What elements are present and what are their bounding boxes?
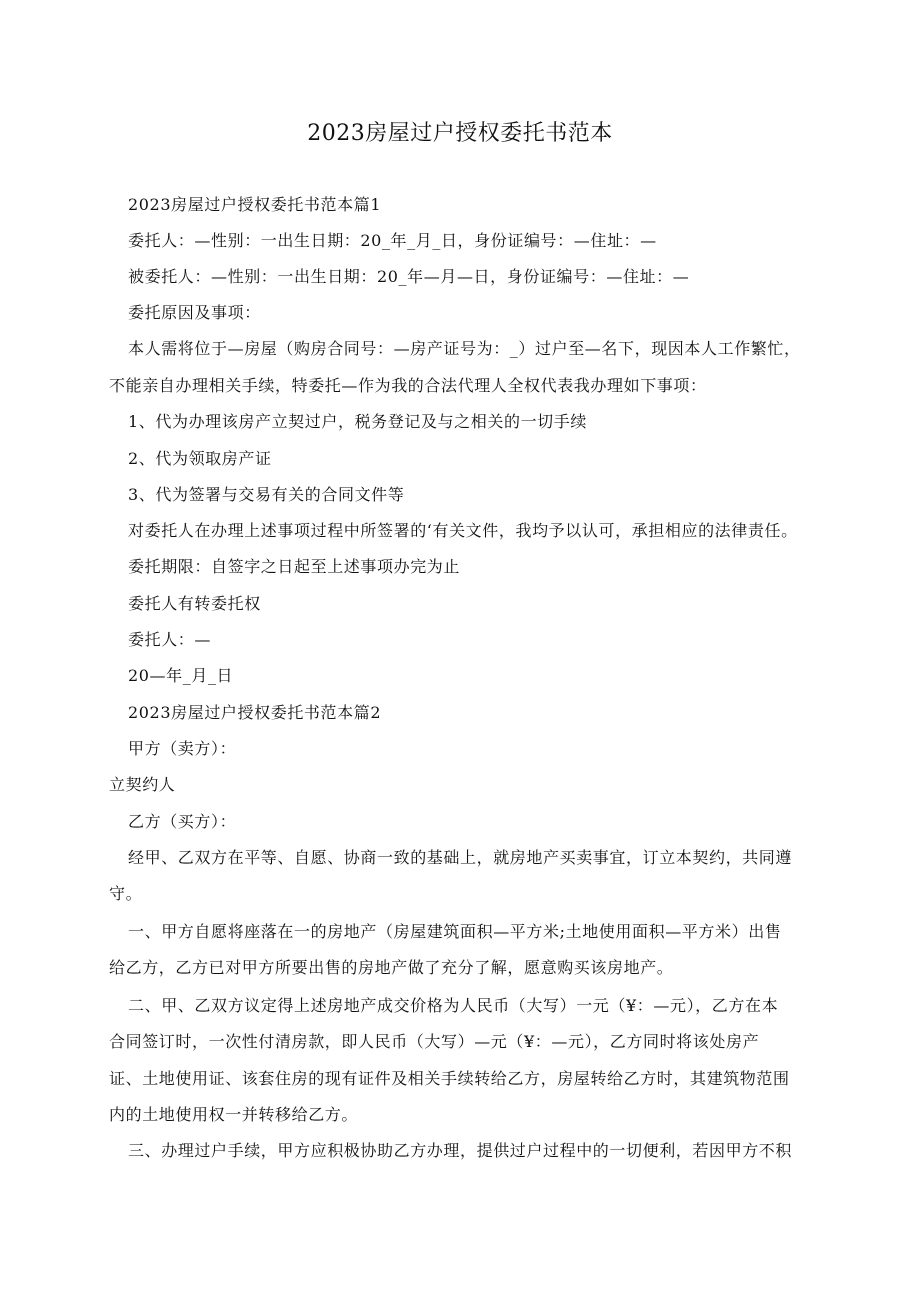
text-line: 二、甲、乙双方议定得上述房地产成交价格为人民币（大写）一元（¥：—元），乙方在本 bbox=[128, 996, 779, 1015]
text-line: 立契约人 bbox=[109, 775, 176, 794]
text-line: 给乙方，乙方已对甲方所要出售的房地产做了充分了解，愿意购买该房地产。 bbox=[109, 958, 674, 977]
text-line: 守。 bbox=[109, 884, 143, 903]
page-title: 2023房屋过户授权委托书范本 bbox=[307, 121, 613, 146]
text-line: 内的土地使用权一并转移给乙方。 bbox=[109, 1105, 359, 1124]
signature-line: 委托人：— bbox=[128, 630, 212, 649]
text-line: 证、土地使用证、该套住房的现有证件及相关手续转给乙方，房屋转给乙方时，其建筑物范围 bbox=[109, 1069, 790, 1088]
list-item: 1、代为办理该房产立契过户，税务登记及与之相关的一切手续 bbox=[128, 412, 587, 431]
text-line: 委托人有转委托权 bbox=[128, 594, 261, 613]
section-heading-1: 2023房屋过户授权委托书范本篇1 bbox=[128, 195, 382, 214]
text-line: 乙方（买方）： bbox=[128, 812, 237, 831]
text-line: 委托人：—性别：一出生日期：20_年_月_日，身份证编号：—住址：— bbox=[128, 231, 657, 250]
text-line: 委托原因及事项： bbox=[128, 303, 261, 322]
date-line: 20—年_月_日 bbox=[128, 666, 234, 685]
text-line: 被委托人：—性别：一出生日期：20_年—月—日，身份证编号：—住址：— bbox=[128, 267, 690, 286]
text-line: 不能亲自办理相关手续，特委托—作为我的合法代理人全权代表我办理如下事项： bbox=[109, 376, 707, 395]
text-line: 委托期限：自签字之日起至上述事项办完为止 bbox=[128, 557, 461, 576]
text-line: 甲方（卖方）： bbox=[128, 739, 237, 758]
list-item: 3、代为签署与交易有关的合同文件等 bbox=[128, 485, 405, 504]
text-line: 经甲、乙双方在平等、自愿、协商一致的基础上，就房地产买卖事宜，订立本契约，共同遵 bbox=[128, 848, 793, 867]
text-line: 合同签订时，一次性付清房款，即人民币（大写）—元（¥：—元），乙方同时将该处房产 bbox=[109, 1032, 760, 1051]
text-line: 本人需将位于—房屋（购房合同号：—房产证号为：_）过户至—名下，现因本人工作繁忙， bbox=[128, 339, 801, 358]
text-line: 对委托人在办理上述事项过程中所签署的‘有关文件，我均予以认可，承担相应的法律责任。 bbox=[128, 521, 798, 540]
text-line: 一、甲方自愿将座落在一的房地产（房屋建筑面积—平方米;土地使用面积—平方米）出售 bbox=[128, 922, 782, 941]
list-item: 2、代为领取房产证 bbox=[128, 449, 272, 468]
text-line: 三、办理过户手续，甲方应积极协助乙方办理，提供过户过程中的一切便利，若因甲方不积 bbox=[128, 1141, 793, 1160]
section-heading-2: 2023房屋过户授权委托书范本篇2 bbox=[128, 703, 382, 722]
